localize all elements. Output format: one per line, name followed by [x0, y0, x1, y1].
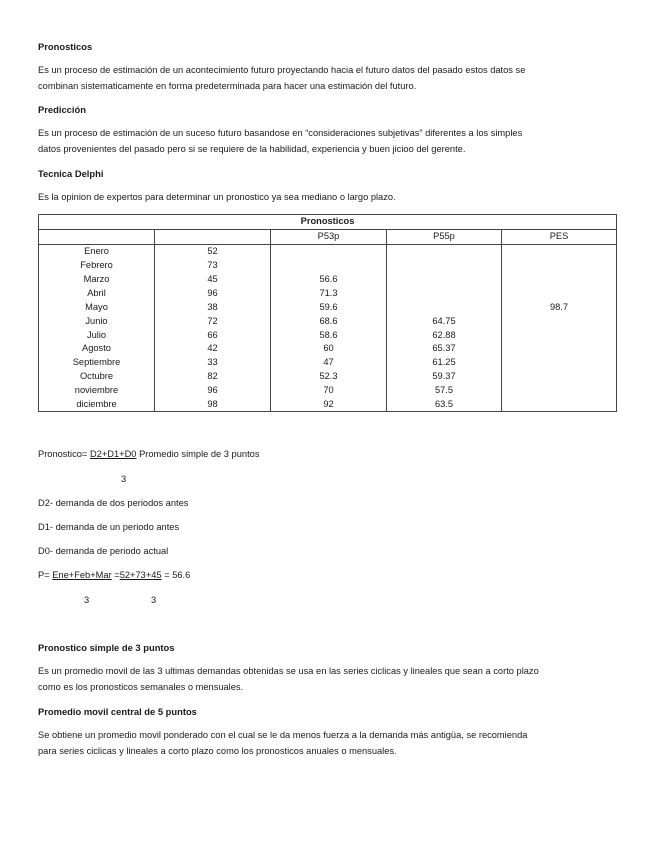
formula-denominator: 3 — [121, 474, 127, 484]
table-cell: 45 — [155, 273, 271, 287]
table-header-cell — [39, 229, 155, 244]
table-cell: 62.88 — [387, 328, 502, 342]
example-prefix: P= — [38, 570, 50, 580]
table-row — [39, 273, 617, 287]
table-row — [39, 300, 617, 314]
table-cell: 82 — [155, 370, 271, 384]
table-cell: 96 — [155, 286, 271, 300]
paragraph-simple-3-line1: Es un promedio movil de las 3 ultimas demandas obtenidas se usa en las series ciclicas y lineales que sean a corto plazo — [38, 666, 539, 676]
table-cell: 65.37 — [387, 342, 502, 356]
table-cell — [271, 259, 387, 273]
example-numerator-1: Ene+Feb+Mar — [52, 570, 112, 580]
forecast-table — [38, 214, 617, 412]
table-title: Pronosticos — [39, 215, 617, 230]
table-header-row — [39, 229, 617, 244]
table-cell — [502, 370, 617, 384]
table-cell: 60 — [271, 342, 387, 356]
table-cell — [502, 286, 617, 300]
table-cell: 42 — [155, 342, 271, 356]
heading-prediccion: Predicción — [38, 104, 86, 115]
formula-suffix: Promedio simple de 3 puntos — [139, 449, 260, 459]
table-header-cell: PES — [502, 229, 617, 244]
table-cell-month: noviembre — [39, 384, 155, 398]
formula-line — [38, 449, 259, 459]
paragraph-central-5-line2: para series ciclicas y lineales a corto plazo como los pronosticos anuales o mensuales. — [38, 746, 397, 756]
table-cell-month: Enero — [39, 244, 155, 258]
table-cell-month: Agosto — [39, 342, 155, 356]
table-cell: 92 — [271, 398, 387, 412]
table-cell: 98.7 — [502, 300, 617, 314]
table-cell: 96 — [155, 384, 271, 398]
table-cell: 72 — [155, 314, 271, 328]
paragraph-pronosticos-line2: combinan sistematicamente en forma predeterminada para hacer una estimación del futuro. — [38, 81, 417, 91]
table-cell: 71.3 — [271, 286, 387, 300]
table-cell — [502, 384, 617, 398]
table-row — [39, 244, 617, 258]
heading-simple-3: Pronostico simple de 3 puntos — [38, 642, 175, 653]
paragraph-prediccion-line2: datos provenientes del pasado pero si se requiere de la habilidad, experiencia y buen jicioo del gerente. — [38, 144, 466, 154]
table-row — [39, 398, 617, 412]
table-cell: 33 — [155, 356, 271, 370]
table-row — [39, 370, 617, 384]
paragraph-delphi: Es la opinion de expertos para determinar un pronostico ya sea mediano o largo plazo. — [38, 192, 396, 202]
table-cell: 63.5 — [387, 398, 502, 412]
table-cell — [502, 273, 617, 287]
table-cell: 56.6 — [271, 273, 387, 287]
table-cell: 98 — [155, 398, 271, 412]
table-cell — [502, 398, 617, 412]
example-formula-line — [38, 570, 190, 580]
paragraph-pronosticos-line1: Es un proceso de estimación de un acontecimiento futuro proyectando hacia el futuro datos del pasado estos datos se — [38, 65, 526, 75]
example-denominator-1: 3 — [84, 595, 90, 605]
formula-numerator: D2+D1+D0 — [89, 449, 137, 459]
definition-d0: D0- demanda de periodo actual — [38, 546, 169, 556]
table-cell: 58.6 — [271, 328, 387, 342]
example-result: = 56.6 — [164, 570, 191, 580]
paragraph-prediccion-line1: Es un proceso de estimación de un suceso futuro basandose en “consideraciones subjetivas” diferentes a los simples — [38, 128, 523, 138]
table-cell — [387, 286, 502, 300]
table-cell-month: Febrero — [39, 259, 155, 273]
table-cell: 73 — [155, 259, 271, 273]
heading-pronosticos: Pronosticos — [38, 41, 93, 52]
table-cell: 64.75 — [387, 314, 502, 328]
table-cell — [387, 300, 502, 314]
table-row — [39, 342, 617, 356]
table-header-cell: P55p — [387, 229, 502, 244]
table-row — [39, 356, 617, 370]
table-row — [39, 286, 617, 300]
table-cell: 68.6 — [271, 314, 387, 328]
table-cell: 59.37 — [387, 370, 502, 384]
heading-delphi: Tecnica Delphi — [38, 168, 104, 179]
table-cell-month: Abril — [39, 286, 155, 300]
table-row — [39, 328, 617, 342]
table-row — [39, 259, 617, 273]
table-cell: 61.25 — [387, 356, 502, 370]
table-cell: 66 — [155, 328, 271, 342]
table-cell: 47 — [271, 356, 387, 370]
table-body — [39, 244, 617, 412]
table-cell: 70 — [271, 384, 387, 398]
table-cell-month: Octubre — [39, 370, 155, 384]
table-cell — [387, 273, 502, 287]
table-cell — [271, 244, 387, 258]
table-cell-month: Junio — [39, 314, 155, 328]
table-cell-month: Septiembre — [39, 356, 155, 370]
table-cell: 52.3 — [271, 370, 387, 384]
table-cell — [387, 244, 502, 258]
table-cell-month: Marzo — [39, 273, 155, 287]
table-cell — [502, 328, 617, 342]
formula-prefix: Pronostico= — [38, 449, 88, 459]
table-cell: 59.6 — [271, 300, 387, 314]
table-cell — [502, 342, 617, 356]
table-cell: 52 — [155, 244, 271, 258]
table-cell — [502, 259, 617, 273]
table-cell: 38 — [155, 300, 271, 314]
table-row — [39, 384, 617, 398]
table-cell-month: diciembre — [39, 398, 155, 412]
definition-d2: D2- demanda de dos periodos antes — [38, 498, 189, 508]
table-header-cell — [155, 229, 271, 244]
example-equals: = — [114, 570, 120, 580]
table-title-row — [39, 215, 617, 230]
table-cell — [502, 244, 617, 258]
table-header-cell: P53p — [271, 229, 387, 244]
paragraph-simple-3-line2: como es los pronosticos semanales o mensuales. — [38, 682, 244, 692]
table-cell — [387, 259, 502, 273]
table-row — [39, 314, 617, 328]
table-cell-month: Julio — [39, 328, 155, 342]
example-numerator-2: 52+73+45 — [119, 570, 162, 580]
table-cell-month: Mayo — [39, 300, 155, 314]
heading-central-5: Promedio movil central de 5 puntos — [38, 706, 197, 717]
table-cell — [502, 314, 617, 328]
definition-d1: D1- demanda de un periodo antes — [38, 522, 180, 532]
table-cell — [502, 356, 617, 370]
paragraph-central-5-line1: Se obtiene un promedio movil ponderado con el cual se le da menos fuerza a la demanda más antigüa, se recomienda — [38, 730, 528, 740]
example-denominator-2: 3 — [151, 595, 157, 605]
table-cell: 57.5 — [387, 384, 502, 398]
